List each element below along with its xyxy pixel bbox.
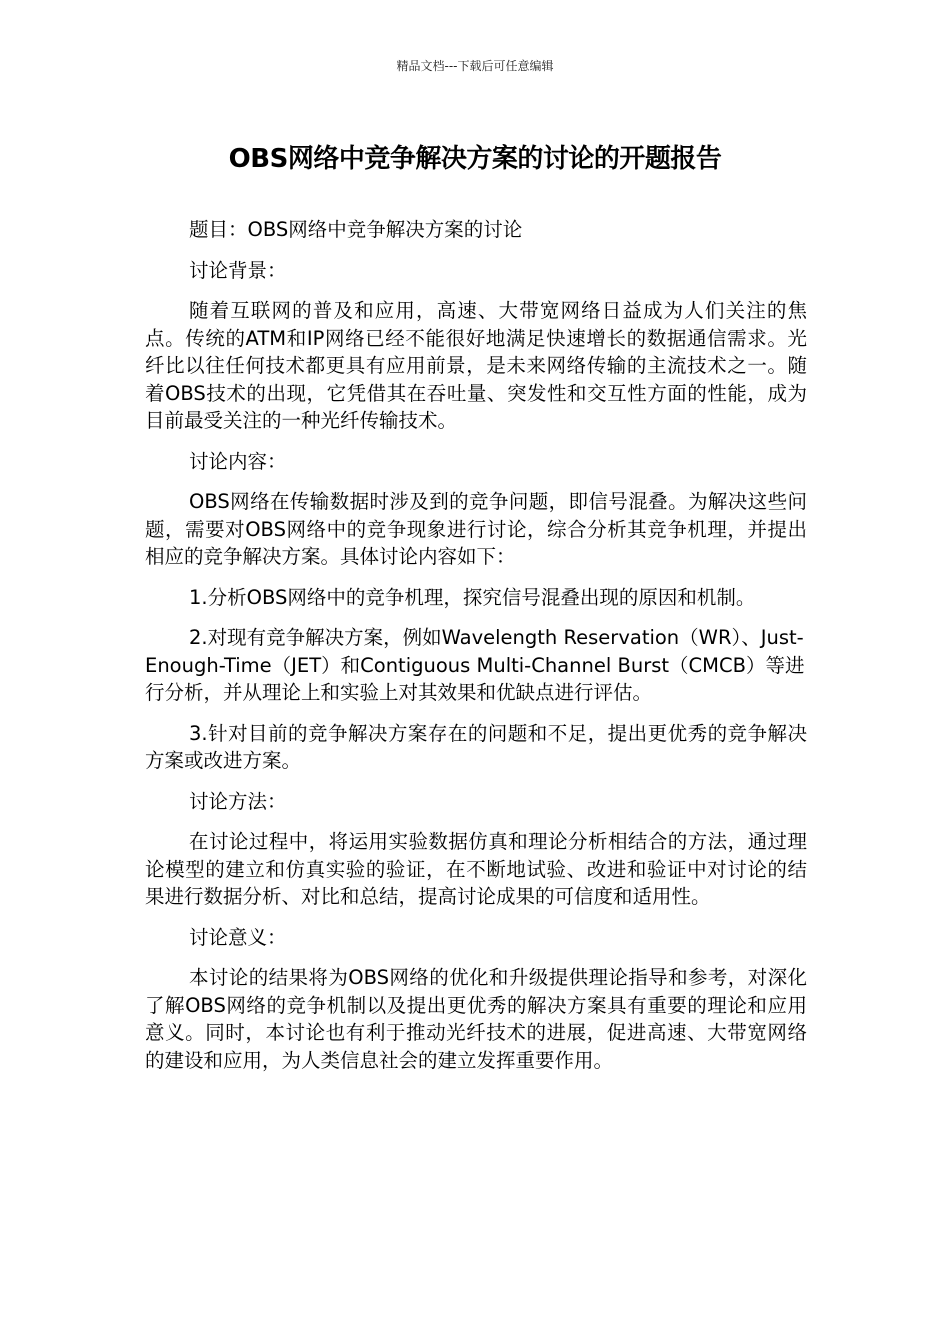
paragraph-background: 随着互联网的普及和应用，高速、大带宽网络日益成为人们关注的焦点。传统的ATM和IP网络已经不能很好地满足快速增长的数据通信需求。光纤比以往任何技术都更具有应用前景，是未来网络传输的主流技术之一。随着OBS技术的出现，它凭借其在吞吐量、突发性和交互性方面的性能，成为目前最受关注的一种光纤传输技术。 [145, 299, 807, 432]
section-label-content: 讨论内容： [189, 449, 287, 473]
paragraph-content: OBS网络在传输数据时涉及到的竞争问题，即信号混叠。为解决这些问题，需要对OBS网络中的竞争现象进行讨论，综合分析其竞争机理，并提出相应的竞争解决方案。具体讨论内容如下： [145, 490, 807, 568]
section-label-method: 讨论方法： [189, 789, 287, 813]
paragraph-significance: 本讨论的结果将为OBS网络的优化和升级提供理论指导和参考，对深化了解OBS网络的竞争机制以及提出更优秀的解决方案具有重要的理论和应用意义。同时，本讨论也有利于推动光纤技术的进展，促进高速、大带宽网络的建设和应用，为人类信息社会的建立发挥重要作用。 [145, 966, 807, 1072]
page-header: 精品文档---下载后可任意编辑 [396, 59, 554, 73]
section-label-background: 讨论背景： [189, 258, 287, 282]
document-body [145, 216, 807, 1087]
paragraph-method: 在讨论过程中，将运用实验数据仿真和理论分析相结合的方法，通过理论模型的建立和仿真实验的验证，在不断地试验、改进和验证中对讨论的结果进行数据分析、对比和总结，提高讨论成果的可信度和适用性。 [145, 830, 807, 908]
list-item-1: 1.分析OBS网络中的竞争机理，探究信号混叠出现的原因和机制。 [189, 585, 756, 609]
list-item-3: 3.针对目前的竞争解决方案存在的问题和不足，提出更优秀的竞争解决方案或改进方案。 [145, 721, 807, 772]
document-title: OBS网络中竞争解决方案的讨论的开题报告 [228, 144, 722, 174]
topic-line: 题目：OBS网络中竞争解决方案的讨论 [189, 218, 523, 241]
list-item-2: 2.对现有竞争解决方案，例如Wavelength Reservation（WR）、Just-Enough-Time（JET）和Contiguous Multi-Channel Burst（CMCB）等进行分析，并从理论上和实验上对其效果和优缺点进行评估。 [145, 626, 805, 704]
section-label-significance: 讨论意义： [189, 925, 287, 949]
